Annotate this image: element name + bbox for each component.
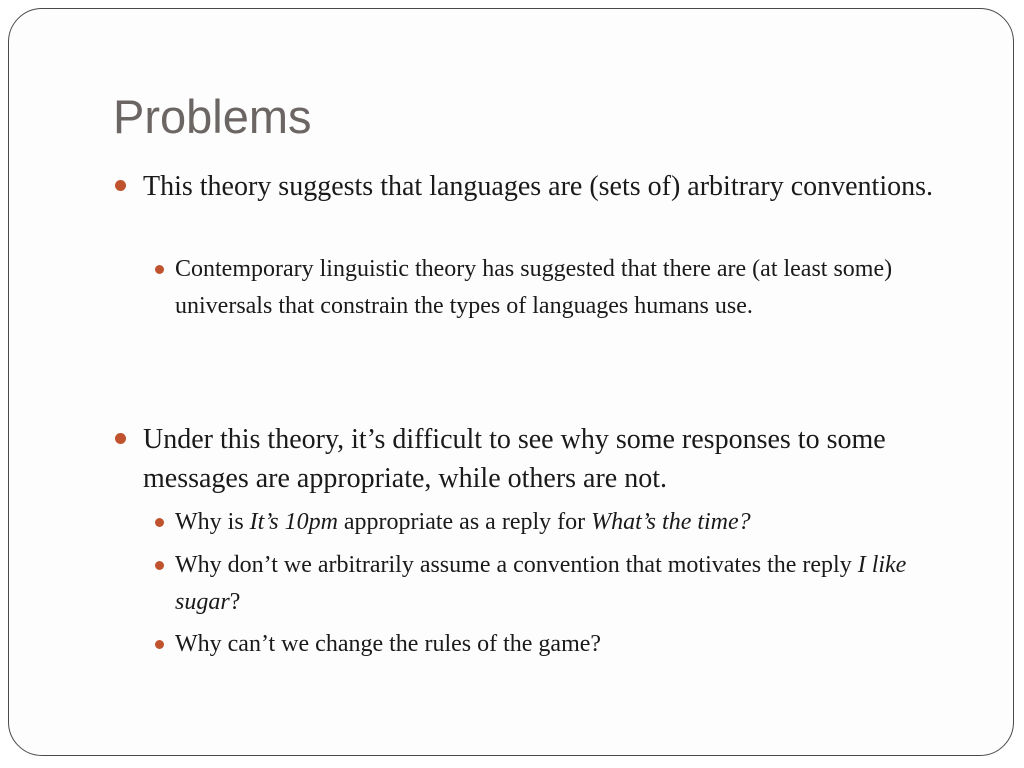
bullet-1-sub-1-text: Contemporary linguistic theory has suggested that there are (at least some) universals that constrain the types of languages humans use.: [175, 256, 893, 319]
sub-bullet-marker: [155, 640, 164, 649]
sub-1-middle: appropriate as a reply for: [337, 509, 592, 535]
bullet-marker: [115, 433, 126, 444]
sub-2-italic: I like sugar: [175, 552, 907, 615]
bullet-2-sub-1-text: [175, 504, 975, 541]
bullet-2-text: Under this theory, it’s difficult to see why some responses to some messages are appropriate, while others are not.: [143, 424, 886, 494]
sub-bullet-marker: [155, 561, 164, 570]
sub-2-suffix: ?: [229, 589, 241, 615]
sub-1-italic-2: What’s the time?: [591, 509, 751, 535]
bullet-marker: [115, 180, 126, 191]
sub-bullet-marker: [155, 265, 164, 274]
bullet-2-sub-3-text: Why can’t we change the rules of the game?: [175, 631, 602, 657]
bullet-1-text: This theory suggests that languages are (sets of) arbitrary conventions.: [143, 171, 934, 202]
sub-2-prefix: Why don’t we arbitrarily assume a convention that motivates the reply: [175, 552, 858, 578]
sub-bullet-marker: [155, 518, 164, 527]
sub-1-italic-1: It’s 10pm: [249, 509, 338, 535]
slide-title: Problems: [113, 90, 312, 143]
sub-1-prefix: Why is: [175, 509, 250, 535]
bullet-2-sub-2-text: [175, 547, 935, 621]
